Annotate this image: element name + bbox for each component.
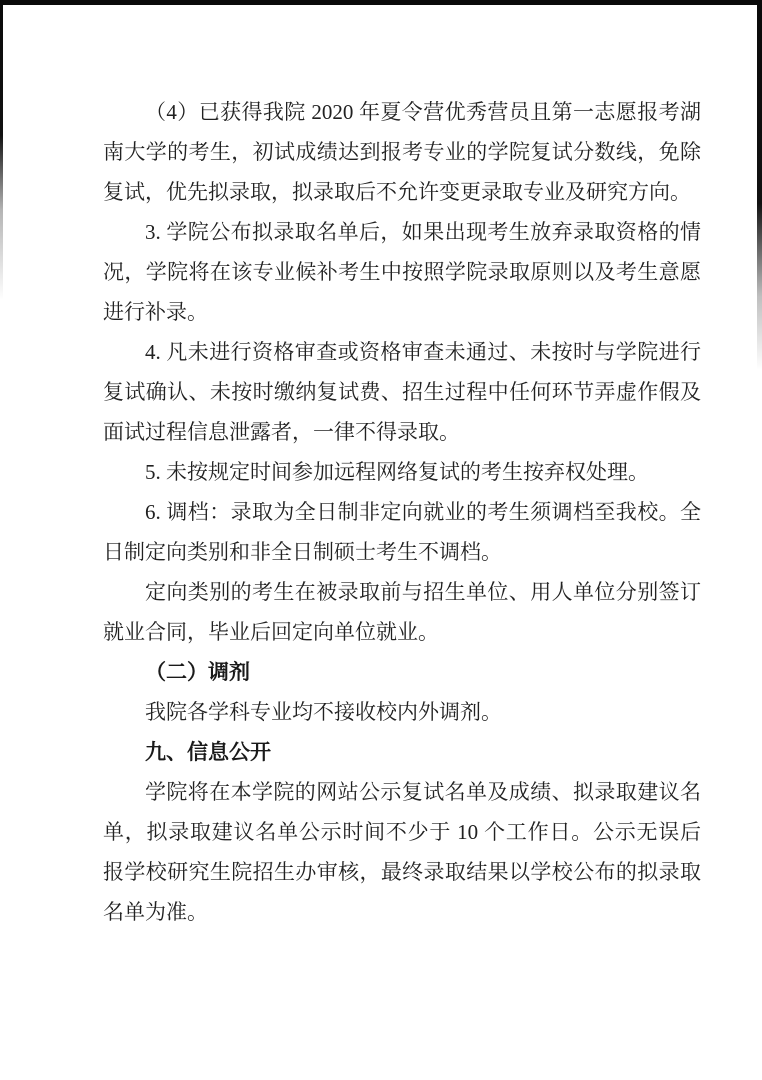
paragraph-3-admission-list: 3. 学院公布拟录取名单后，如果出现考生放弃录取资格的情况，学院将在该专业候补考生中按照学院录取原则以及考生意愿进行补录。 [103, 220, 701, 324]
paragraph-publicity-period: 学院将在本学院的网站公示复试名单及成绩、拟录取建议名单，拟录取建议名单公示时间不少于 10 个工作日。公示无误后报学校研究生院招生办审核，最终录取结果以学校公布的拟录取名单为准。 [103, 780, 701, 924]
paragraph-6-archive-transfer: 6. 调档：录取为全日制非定向就业的考生须调档至我校。全日制定向类别和非全日制硕士考生不调档。 [103, 500, 701, 564]
scan-edge-top [0, 0, 762, 5]
scan-edge-left [0, 0, 3, 300]
paragraph-5-absent-waiver: 5. 未按规定时间参加远程网络复试的考生按弃权处理。 [145, 460, 649, 484]
document-content [103, 92, 701, 932]
paragraph-4-qualification-review: 4. 凡未进行资格审查或资格审查未通过、未按时与学院进行复试确认、未按时缴纳复试费、招生过程中任何环节弄虚作假及面试过程信息泄露者，一律不得录取。 [103, 340, 701, 444]
paragraph-no-adjustment: 我院各学科专业均不接收校内外调剂。 [145, 700, 502, 724]
scan-edge-right [757, 0, 762, 370]
heading-section-2-adjustment: （二）调剂 [145, 660, 250, 684]
paragraph-directed-employment: 定向类别的考生在被录取前与招生单位、用人单位分别签订就业合同，毕业后回定向单位就业。 [103, 580, 701, 644]
paragraph-item-4-summer-camp: （4）已获得我院 2020 年夏令营优秀营员且第一志愿报考湖南大学的考生，初试成绩达到报考专业的学院复试分数线，免除复试，优先拟录取，拟录取后不允许变更录取专业及研究方向。 [103, 100, 701, 204]
heading-section-9-information-disclosure: 九、信息公开 [145, 740, 271, 764]
